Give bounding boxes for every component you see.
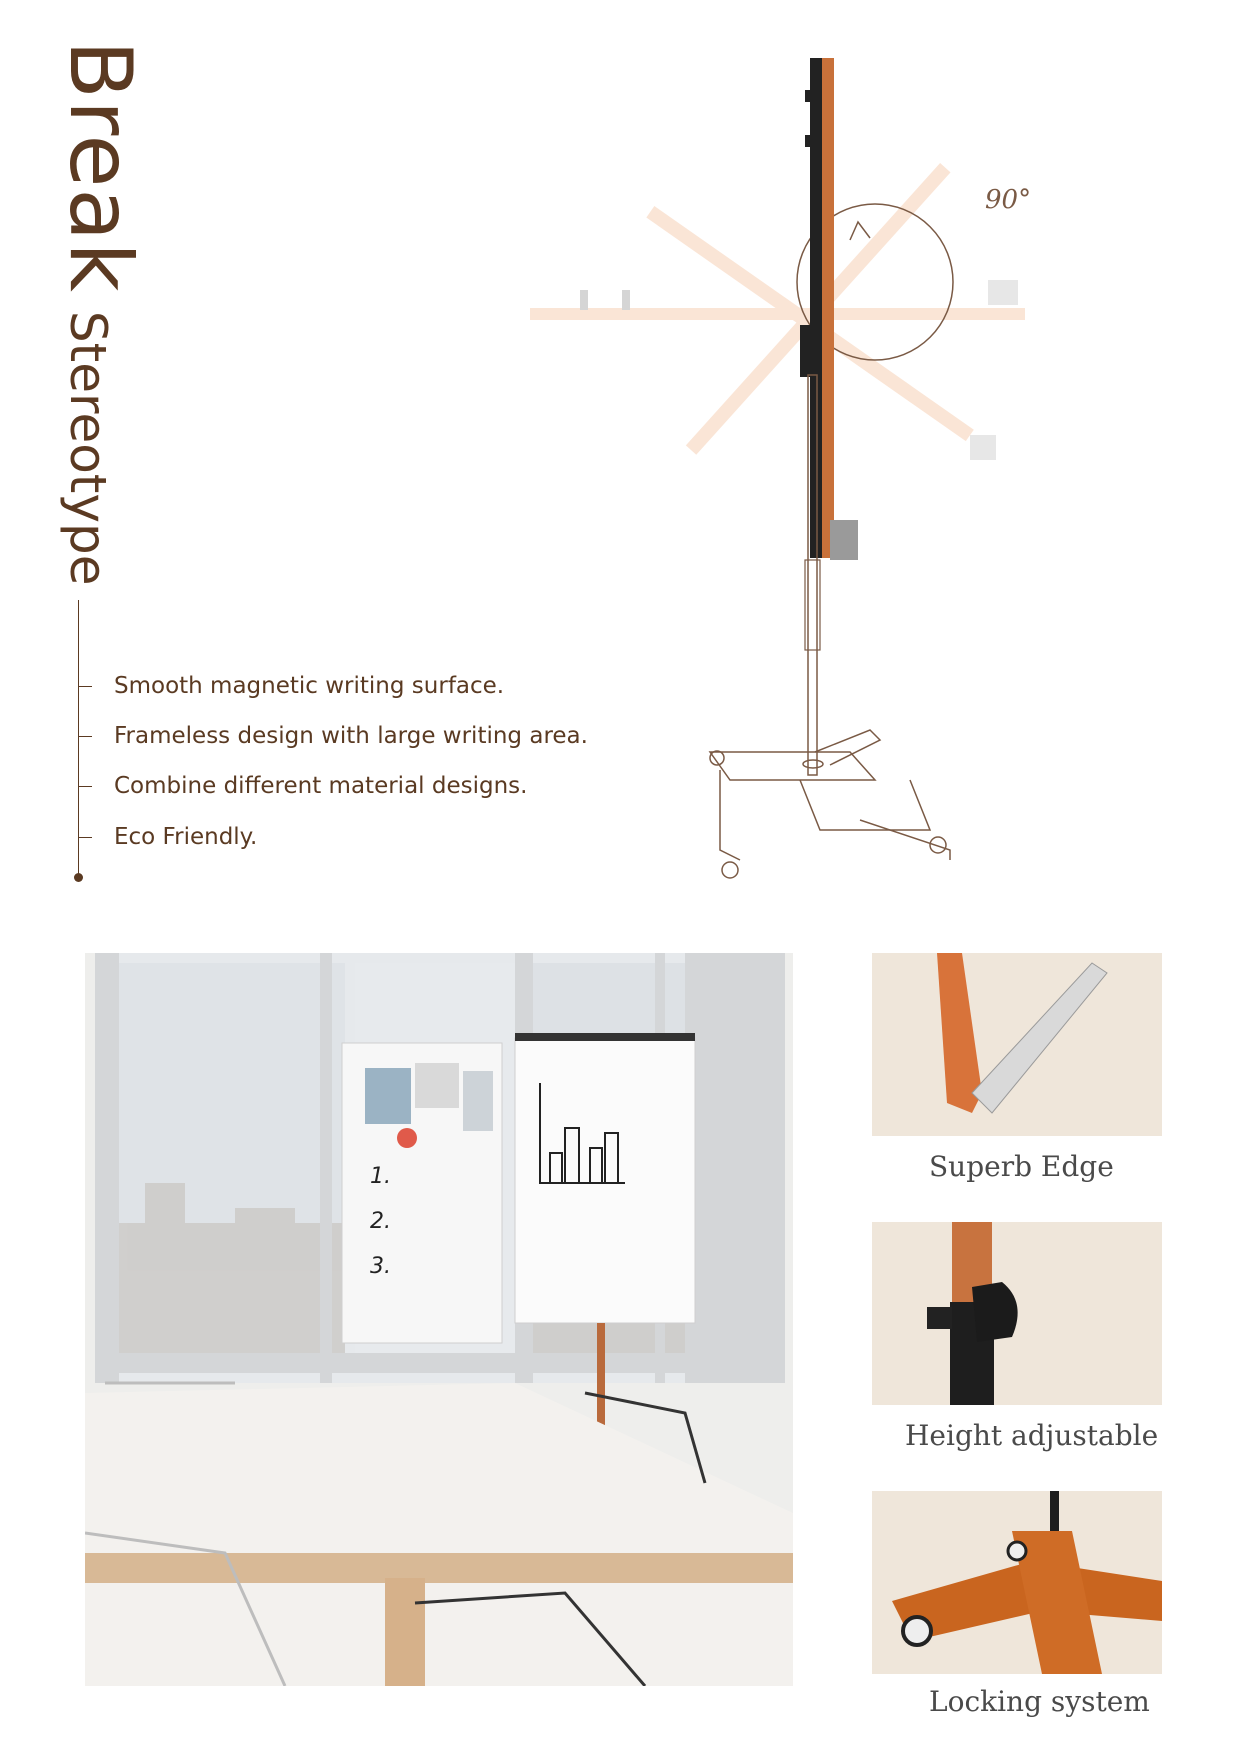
caption-height-adjustable: Height adjustable: [905, 1419, 1159, 1452]
marker-tray: [830, 520, 858, 560]
feature-text: Frameless design with large writing area.: [114, 723, 588, 749]
rotation-arrow-icon: [850, 222, 870, 240]
rotation-ghosts: [530, 163, 1025, 460]
detail-card-edge: [872, 953, 1162, 1136]
locking-wheel-image: [872, 1491, 1162, 1674]
whiteboard-note: 3.: [370, 1254, 391, 1279]
caption-locking-system: Locking system: [929, 1685, 1150, 1718]
detail-card-height: [872, 1222, 1162, 1405]
rotation-label: 90°: [985, 185, 1032, 215]
edge-closeup-image: [872, 953, 1162, 1136]
feature-text: Combine different material designs.: [114, 773, 528, 799]
feature-item: [78, 822, 257, 852]
cross-base: [710, 730, 950, 878]
feature-tick: [78, 736, 92, 737]
feature-text: Eco Friendly.: [114, 824, 258, 850]
board-wood-edge: [822, 58, 834, 558]
feature-tick: [78, 686, 92, 687]
feature-tick: [78, 786, 92, 787]
feature-item: [78, 671, 504, 701]
feature-text: Smooth magnetic writing surface.: [114, 673, 505, 699]
tilt-mechanism: [800, 325, 822, 377]
whiteboard-note: 2.: [370, 1209, 391, 1234]
caption-superb-edge: Superb Edge: [929, 1150, 1114, 1183]
board-frame: [810, 58, 822, 558]
whiteboard-stand-illustration: [530, 40, 1060, 900]
vertical-title: [50, 40, 150, 586]
feature-item: [78, 771, 527, 801]
height-knob-image: [872, 1222, 1162, 1405]
feature-item: [78, 721, 588, 751]
feature-tick: [78, 837, 92, 838]
title-sub: Stereotype: [59, 310, 117, 586]
timeline-dot: [74, 873, 83, 882]
whiteboard-note: 1.: [370, 1164, 391, 1189]
office-scene-photo: [85, 953, 793, 1686]
detail-card-locking: [872, 1491, 1162, 1674]
title-main: Break: [50, 40, 150, 293]
